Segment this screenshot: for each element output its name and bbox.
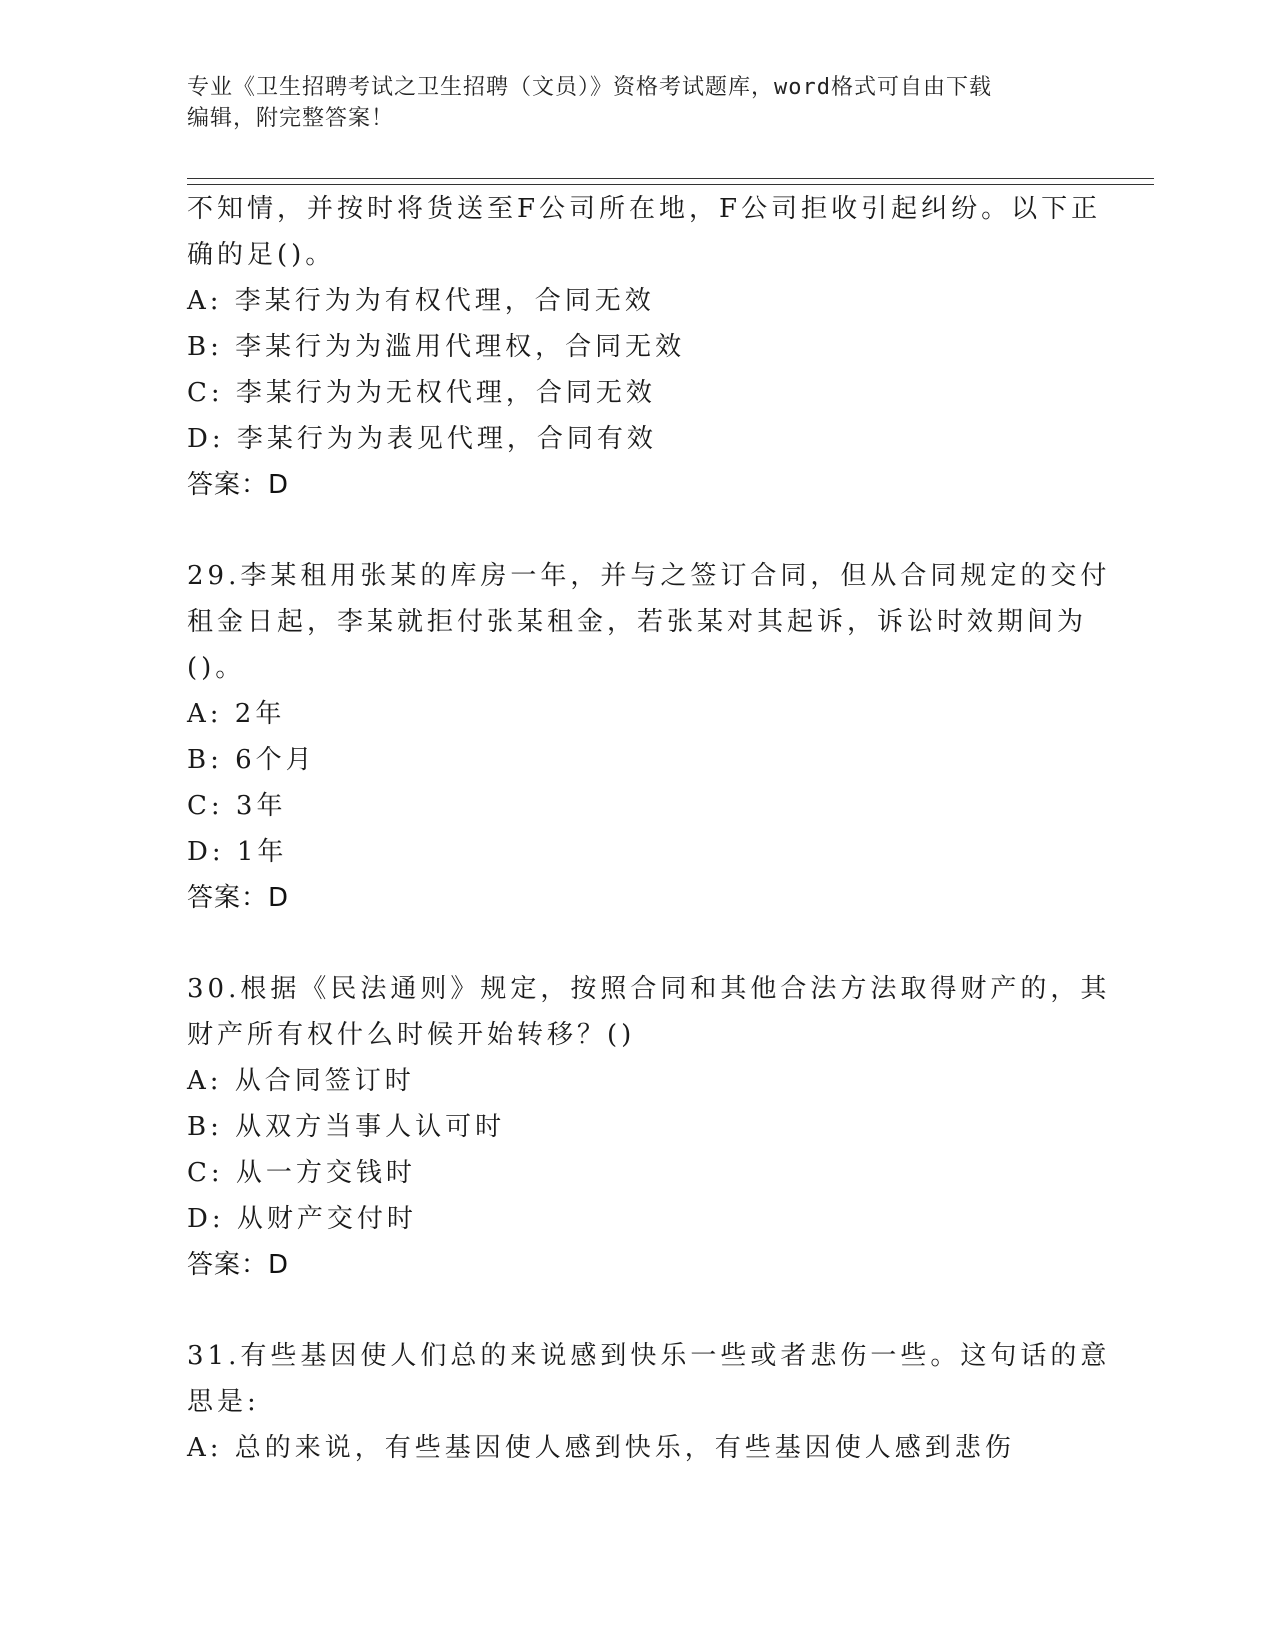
document-body	[187, 186, 1111, 1471]
option-b: B: 李某行为为滥用代理权，合同无效	[187, 332, 686, 362]
header-divider-bottom	[187, 184, 1154, 185]
option-d: D: 李某行为为表见代理，合同有效	[187, 424, 657, 454]
option-b: B: 从双方当事人认可时	[187, 1112, 506, 1142]
header-line-1: 专业《卫生招聘考试之卫生招聘（文员）》资格考试题库，word格式可自由下载	[187, 75, 992, 100]
question-text-line: 财产所有权什么时候开始转移？()	[187, 1020, 636, 1050]
spacer	[187, 508, 1087, 553]
question-text-line: 思是:	[187, 1387, 260, 1417]
question-text-line: 29.李某租用张某的库房一年，并与之签订合同，但从合同规定的交付	[187, 561, 1111, 591]
option-a: A: 从合同签订时	[187, 1066, 415, 1096]
header-line-2: 编辑，附完整答案！	[187, 106, 395, 131]
option-a: A: 总的来说，有些基因使人感到快乐，有些基因使人感到悲伤	[187, 1433, 1015, 1463]
question-text-line: 租金日起，李某就拒付张某租金，若张某对其起诉，诉讼时效期间为	[187, 607, 1088, 637]
option-d: D: 1年	[187, 837, 288, 867]
question-text-line: ()。	[187, 653, 246, 683]
spacer	[187, 921, 1087, 966]
option-c: C: 3年	[187, 791, 287, 821]
question-text-line: 31.有些基因使人们总的来说感到快乐一些或者悲伤一些。这句话的意	[187, 1341, 1111, 1371]
header-divider-top	[187, 178, 1154, 179]
option-a: A: 2年	[187, 699, 286, 729]
option-d: D: 从财产交付时	[187, 1204, 417, 1234]
page-header	[187, 72, 1087, 134]
question-28-continued	[187, 186, 1102, 508]
option-a: A: 李某行为为有权代理，合同无效	[187, 286, 655, 316]
option-c: C: 李某行为为无权代理，合同无效	[187, 378, 656, 408]
answer-label: 答案：D	[187, 1250, 290, 1280]
question-text-line: 30.根据《民法通则》规定，按照合同和其他合法方法取得财产的，其	[187, 974, 1111, 1004]
option-c: C: 从一方交钱时	[187, 1158, 416, 1188]
question-29	[187, 553, 1111, 921]
question-text-line: 确的足()。	[187, 240, 336, 270]
spacer	[187, 1288, 1087, 1333]
question-text-line: 不知情，并按时将货送至F公司所在地，F公司拒收引起纠纷。以下正	[187, 194, 1102, 224]
option-b: B: 6个月	[187, 745, 316, 775]
question-30	[187, 966, 1111, 1288]
answer-label: 答案：D	[187, 883, 290, 913]
question-31	[187, 1333, 1111, 1471]
answer-label: 答案：D	[187, 470, 290, 500]
